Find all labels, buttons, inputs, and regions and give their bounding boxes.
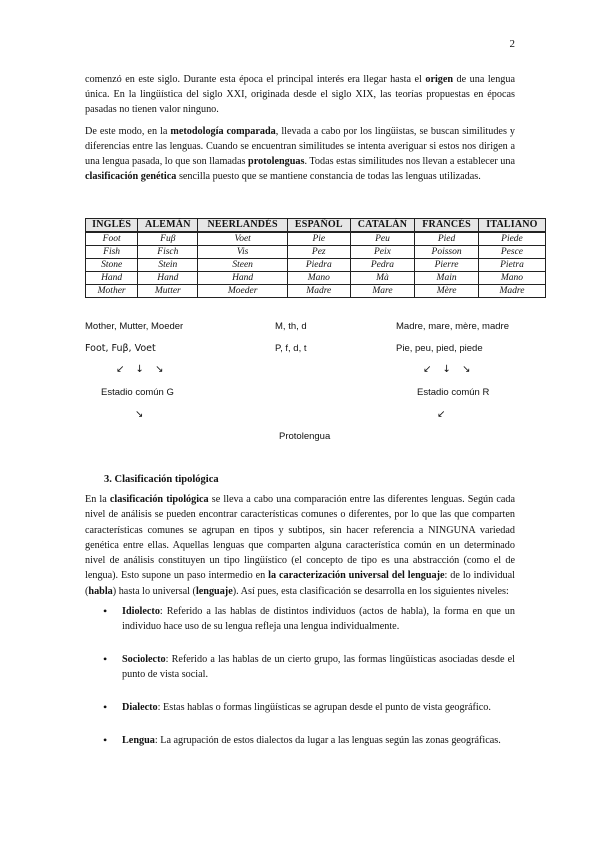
table-row [86, 246, 546, 259]
stage-romance: Estadio común R [417, 387, 490, 398]
level-term: Idiolecto [122, 606, 160, 617]
diagram-germanic-words: Mother, Mutter, Moeder [85, 321, 184, 332]
diagram-germanic-words-2: Foot, Fuβ, Voet [85, 343, 156, 354]
table-cell: Fuβ [138, 232, 198, 246]
converging-arrows-left: ↙ ↓ ↘ [116, 364, 168, 375]
table-cell: Mother [86, 285, 138, 298]
column-header: ALEMÁN [138, 219, 198, 233]
level-text: : Referido a las hablas de un cierto grupo, las formas lingüísticas asociadas desde el punto de vista social. [122, 654, 515, 680]
column-header: INGLÉS [86, 219, 138, 233]
table-cell: Poisson [415, 246, 479, 259]
column-header: NEERLANDÉS [198, 219, 287, 233]
table-cell: Stone [86, 259, 138, 272]
column-header: CATALÁN [350, 219, 415, 233]
table-cell: Fisch [138, 246, 198, 259]
bold-term: protolenguas [248, 156, 305, 167]
text: ) hasta lo universal ( [112, 585, 196, 597]
table-cell: Pesce [478, 246, 545, 259]
table-cell: Hand [198, 272, 287, 285]
bullet-icon: • [103, 652, 108, 666]
bold-term: clasificación genética [85, 171, 177, 182]
paragraph-typological [85, 492, 515, 599]
bold-term: clasificación tipológica [109, 494, 209, 505]
table-cell: Madre [478, 285, 545, 298]
table-row [86, 285, 546, 298]
table-cell: Steen [198, 259, 287, 272]
diagram-germanic-sounds: M, th, d [275, 321, 307, 332]
table-cell: Mano [478, 272, 545, 285]
text: : de lo individual ( [85, 570, 515, 597]
diagram-romance-words: Madre, mare, mère, madre [396, 321, 509, 332]
text: de una lengua única. En la lingüística del siglo XXI, originada desde el siglo XIX, las teorías propuestas en épocas pasadas no tienen valor ninguno. [85, 74, 515, 115]
table-row [86, 232, 546, 246]
list-item [85, 700, 515, 715]
table-cell: Voet [198, 232, 287, 246]
language-comparison-table [85, 218, 546, 298]
text: ). Así pues, esta clasificación se desarrolla en los siguientes niveles: [232, 585, 509, 597]
table-cell: Pedra [350, 259, 415, 272]
table-cell: Foot [86, 232, 138, 246]
level-text: : Referido a las hablas de distintos individuos (actos de habla), la forma en que un individuo hace uso de su lengua refleja una lengua individualmente. [122, 606, 515, 632]
table-cell: Mano [287, 272, 350, 285]
table-cell: Hand [138, 272, 198, 285]
level-text: : Estas hablas o formas lingüísticas se agrupan desde el punto de vista geográfico. [157, 702, 491, 713]
table-cell: Piede [478, 232, 545, 246]
level-term: Dialecto [122, 702, 158, 713]
text: De este modo, en la [85, 126, 171, 137]
table-cell: Madre [287, 285, 350, 298]
table-header-row [86, 219, 546, 233]
arrow-down-right-icon: ↘ [135, 409, 148, 420]
stage-germanic: Estadio común G [101, 387, 174, 398]
column-header: FRANCÉS [415, 219, 479, 233]
table-cell: Hand [86, 272, 138, 285]
list-item [85, 733, 515, 748]
protolanguage-label: Protolengua [279, 431, 331, 442]
paragraph-comparative [85, 124, 515, 184]
table-cell: Pez [287, 246, 350, 259]
diagram-sounds-2: P, f, d, t [275, 343, 307, 354]
levels-list [85, 604, 515, 766]
bullet-icon: • [103, 604, 108, 618]
text: , llevada a cabo por los lingüistas, se buscan similitudes y diferencias entre las lenguas. Cuando se encuentran similitudes se intenta averiguar si estos nos dirigen a una lengua pasada, lo que son llamadas [85, 126, 515, 167]
table-cell: Moeder [198, 285, 287, 298]
table-row [86, 259, 546, 272]
table-cell: Pie [287, 232, 350, 246]
page-number: 2 [509, 38, 515, 50]
table-cell: Mère [415, 285, 479, 298]
list-item [85, 652, 515, 682]
table-cell: Peix [350, 246, 415, 259]
paragraph-intro [85, 72, 515, 117]
table-cell: Pied [415, 232, 479, 246]
converging-arrows-right: ↙ ↓ ↘ [423, 364, 475, 375]
text: . Todas estas similitudes nos llevan a establecer una [304, 156, 516, 167]
table-row [86, 272, 546, 285]
table-cell: Pietra [478, 259, 545, 272]
bullet-icon: • [103, 733, 108, 747]
section-heading: 3. Clasificación tipológica [104, 474, 219, 485]
diagram-romance-words-2: Pie, peu, pied, piede [396, 343, 483, 354]
column-header: ESPAÑOL [287, 219, 350, 233]
table-cell: Pierre [415, 259, 479, 272]
column-header: ITALIANO [478, 219, 545, 233]
text: comenzó en este siglo. Durante esta época el principal interés era llegar hasta el [85, 74, 426, 85]
text: En la [85, 494, 110, 505]
bold-term: habla [88, 585, 113, 597]
table-cell: Mà [350, 272, 415, 285]
bold-term: metodología comparada [170, 126, 276, 137]
arrow-down-left-icon: ↙ [437, 409, 450, 420]
table-cell: Piedra [287, 259, 350, 272]
bold-term: lenguaje [195, 585, 233, 597]
table-cell: Mare [350, 285, 415, 298]
table-cell: Fish [86, 246, 138, 259]
bold-term: origen [425, 74, 454, 85]
table-cell: Stein [138, 259, 198, 272]
bullet-icon: • [103, 700, 108, 714]
table-cell: Peu [350, 232, 415, 246]
text: sencilla puesto que se mantiene constancia de todas las lenguas utilizadas. [176, 171, 481, 182]
level-term: Sociolecto [122, 654, 166, 665]
table-cell: Vis [198, 246, 287, 259]
text: se lleva a cabo una comparación entre las diferentes lenguas. Según cada nivel de análisis se pueden encontrar características comunes o diferentes, por lo que las que comparten características comunes se agrupan en tipos y subtipos, sin hacer referencia a NINGUNA variedad genética entre ellas. Aquellas lenguas que comparten alguna característica común en un determinado nivel de análisis constituyen un tipo lingüístico (el concepto de tipo es una abstracción (como el de lengua). Esto supone un paso intermedio en [85, 494, 515, 582]
table-cell: Mutter [138, 285, 198, 298]
table-cell: Main [415, 272, 479, 285]
list-item [85, 604, 515, 634]
bold-term: la caracterización universal del lenguaje [268, 570, 445, 582]
level-term: Lengua [122, 735, 155, 746]
level-text: : La agrupación de estos dialectos da lugar a las lenguas según las zonas geográficas. [154, 735, 501, 746]
